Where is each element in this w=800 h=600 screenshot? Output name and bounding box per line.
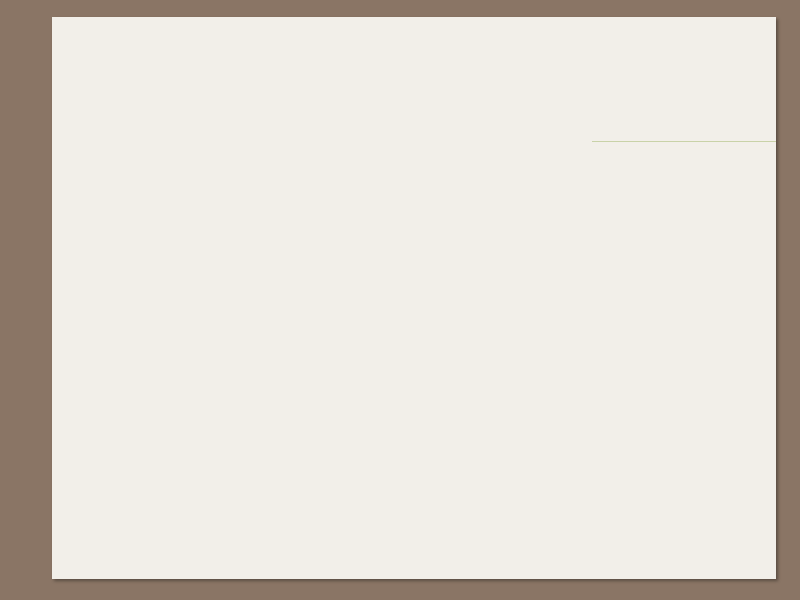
ruled-line xyxy=(592,141,776,142)
answers-heading xyxy=(108,52,748,75)
answers-content xyxy=(108,52,748,83)
notebook-page xyxy=(52,17,776,579)
spiral-binding xyxy=(0,0,110,600)
